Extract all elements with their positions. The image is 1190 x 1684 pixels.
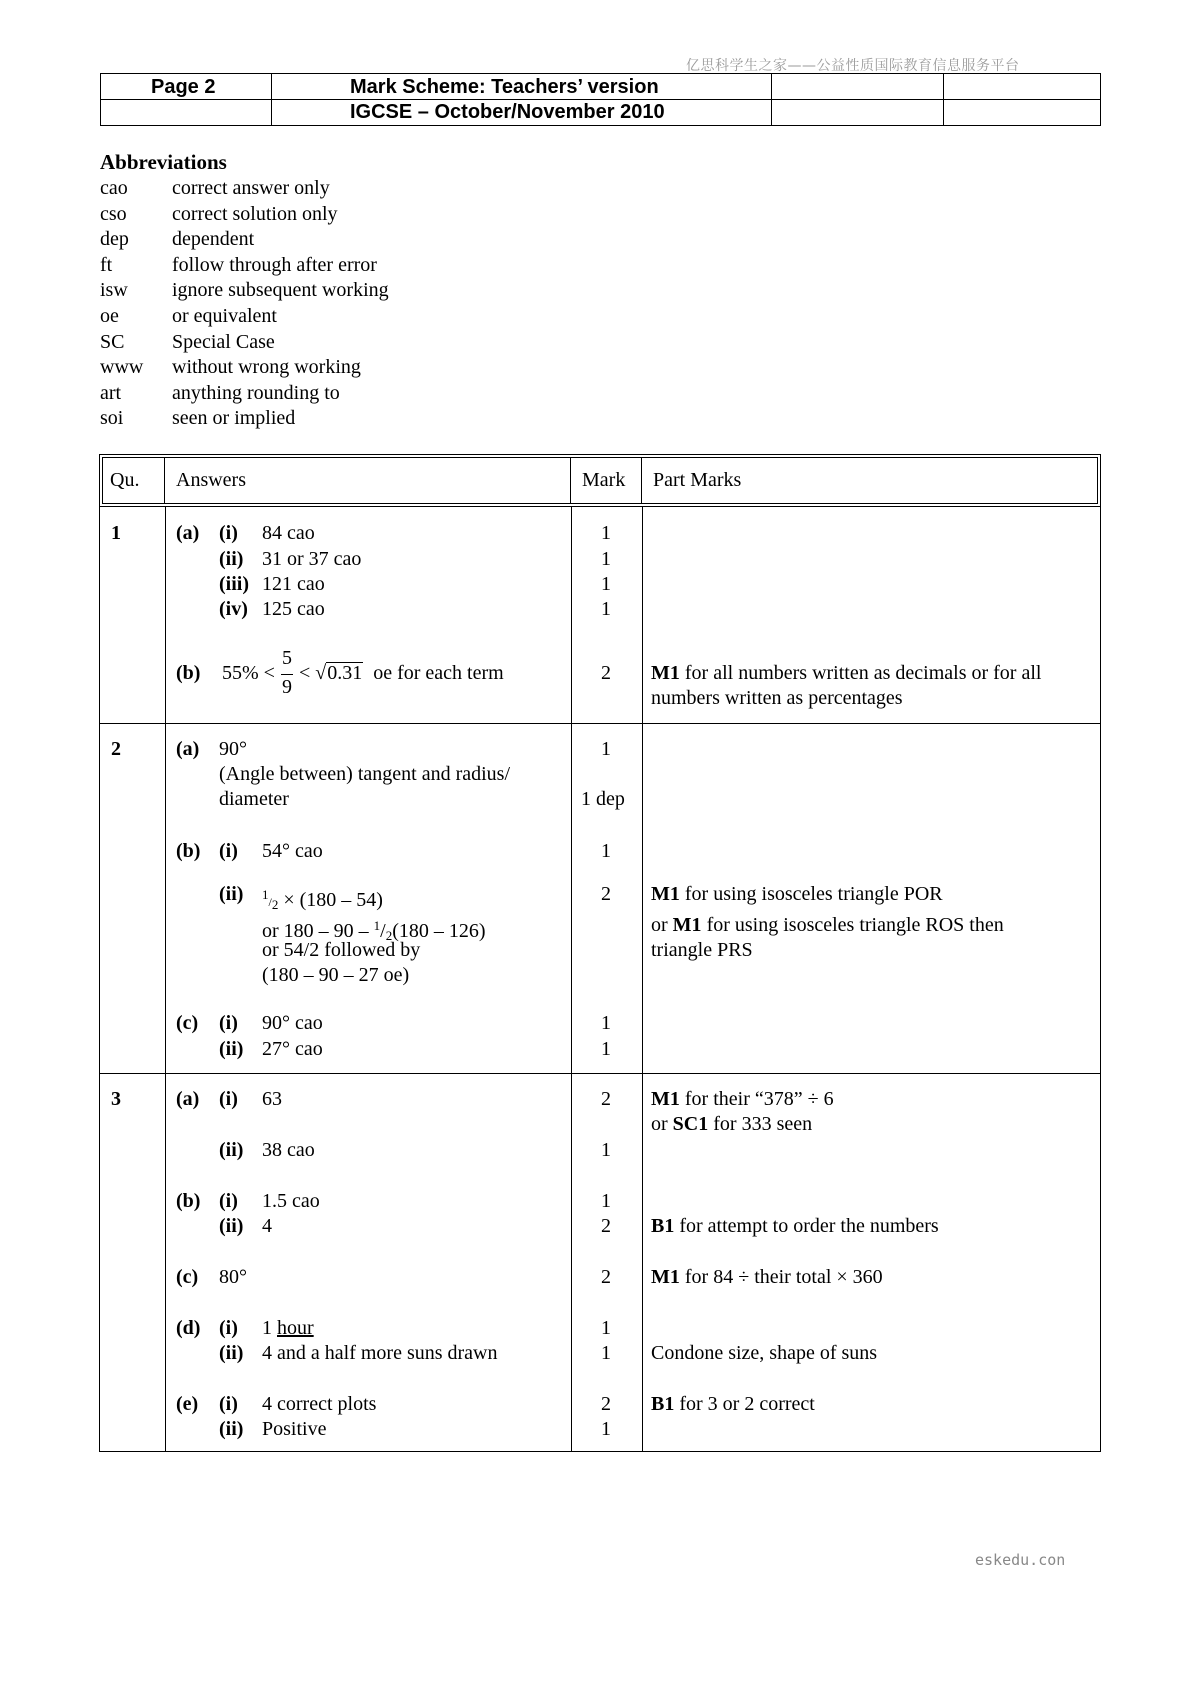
mark-value: 1 (601, 840, 611, 862)
answer-text: or $180 - 90 - ^1/_2(180 - 126)$ (262, 918, 486, 943)
abbreviation-description: seen or implied (172, 407, 296, 430)
subpart-label: (i) (219, 1190, 238, 1212)
answer-text: 31 or 37 cao (262, 548, 362, 570)
question-number: 1 (111, 522, 121, 544)
answer-text: (180 – 90 – 27 oe) (262, 964, 410, 986)
answer-text: 27° cao (262, 1038, 323, 1060)
subpart-label: (ii) (219, 1342, 244, 1364)
part-marks-text: numbers written as percentages (651, 687, 903, 709)
part-label: (b) (176, 840, 201, 862)
answer-text: 80° (219, 1266, 247, 1288)
abbreviation-description: Special Case (172, 330, 275, 353)
part-label: (b) (176, 662, 201, 684)
mark-scheme-table (99, 506, 1101, 1452)
part-marks-text: or M1 for using isosceles triangle ROS then (651, 914, 1004, 936)
part-label: (b) (176, 1190, 201, 1212)
mark-value: 2 (601, 883, 611, 905)
abbreviation-description: follow through after error (172, 253, 377, 276)
answer-text: Positive (262, 1418, 327, 1440)
part-label: (a) (176, 522, 200, 544)
abbreviation-description: anything rounding to (172, 381, 340, 404)
part-label: (a) (176, 1088, 200, 1110)
answer-text: 4 and a half more suns drawn (262, 1342, 498, 1364)
subpart-label: (ii) (219, 548, 244, 570)
answer-text: 63 (262, 1088, 282, 1110)
mark-value: 1 (601, 573, 611, 595)
exam-session: IGCSE – October/November 2010 (350, 101, 665, 123)
part-marks-text: B1 for attempt to order the numbers (651, 1215, 939, 1237)
subpart-label: (ii) (219, 1139, 244, 1161)
abbreviation-description: correct solution only (172, 202, 338, 225)
mark-value: 2 (601, 1088, 611, 1110)
part-label: (c) (176, 1266, 199, 1288)
subpart-label: (i) (219, 1012, 238, 1034)
part-marks-text: M1 for all numbers written as decimals or for all (651, 662, 1042, 684)
answer-inequality: 55% < $\frac{5}{9}$ < √0.31 oe for each term (222, 647, 504, 698)
subpart-label: (iv) (219, 598, 248, 620)
part-marks-text: Condone size, shape of suns (651, 1342, 878, 1364)
abbreviation-code: ft (100, 253, 113, 276)
abbreviation-code: isw (100, 279, 128, 302)
mark-value: 1 (601, 1012, 611, 1034)
subpart-label: (ii) (219, 883, 244, 905)
watermark-bottom: eskedu.con (975, 1551, 1066, 1569)
question-number: 2 (111, 738, 121, 760)
abbreviation-code: cao (100, 177, 128, 199)
part-marks-text: B1 for 3 or 2 correct (651, 1393, 815, 1415)
abbreviation-description: without wrong working (172, 356, 361, 379)
answer-text: 1.5 cao (262, 1190, 320, 1212)
answer-text: 54° cao (262, 840, 323, 862)
answer-text: 1/2 × (180 – 54) (262, 887, 383, 912)
part-label: (d) (176, 1317, 201, 1339)
answer-text: 90° cao (262, 1012, 323, 1034)
subpart-label: (i) (219, 522, 238, 544)
part-label: (c) (176, 1012, 199, 1034)
answer-text: (Angle between) tangent and radius/ (219, 763, 511, 785)
answer-text: or 54/2 followed by (262, 939, 421, 961)
part-marks-text: or SC1 for 333 seen (651, 1113, 813, 1135)
mark-value: 1 (601, 1342, 611, 1364)
subpart-label: (ii) (219, 1215, 244, 1237)
question-number: 3 (111, 1088, 121, 1110)
abbreviation-code: www (100, 356, 144, 379)
answer-text: 84 cao (262, 522, 315, 544)
abbreviation-code: cso (100, 202, 127, 225)
document-title: Mark Scheme: Teachers’ version (350, 76, 659, 98)
header-table (100, 73, 1101, 126)
subpart-label: (iii) (219, 573, 249, 595)
mark-value: 2 (601, 1393, 611, 1415)
subpart-label: (ii) (219, 1418, 244, 1440)
answer-text: 4 (262, 1215, 272, 1237)
answer-text: 38 cao (262, 1139, 315, 1161)
mark-value: 1 (601, 1139, 611, 1161)
abbreviation-code: art (100, 381, 122, 404)
subpart-label: (ii) (219, 1038, 244, 1060)
answer-text: 121 cao (262, 573, 325, 595)
mark-value: 2 (601, 1266, 611, 1288)
answer-text: 90° (219, 738, 247, 760)
part-marks-text: M1 for 84 ÷ their total × 360 (651, 1266, 883, 1288)
abbreviation-description: or equivalent (172, 304, 277, 327)
page-number: Page 2 (151, 76, 216, 98)
abbreviation-code: dep (100, 228, 129, 251)
mark-value: 1 (601, 1317, 611, 1339)
mark-value: 1 (601, 1418, 611, 1440)
mark-value: 1 (601, 1038, 611, 1060)
abbreviation-description: ignore subsequent working (172, 279, 389, 302)
subpart-label: (i) (219, 1393, 238, 1415)
fraction: $\frac{5}{9}$ (281, 647, 292, 698)
subpart-label: (i) (219, 840, 238, 862)
mark-value: 1 dep (581, 788, 625, 810)
sqrt-sign: √ (315, 662, 327, 684)
mark-value: 1 (601, 738, 611, 760)
part-marks-text: M1 for their “378” ÷ 6 (651, 1088, 834, 1110)
mark-value: 1 (601, 1190, 611, 1212)
abbreviation-code: soi (100, 407, 124, 430)
part-marks-text: triangle PRS (651, 939, 753, 961)
abbreviations-title: Abbreviations (100, 150, 227, 174)
abbreviation-code: SC (100, 330, 125, 353)
part-label: (a) (176, 738, 200, 760)
answer-text: diameter (219, 788, 289, 810)
mark-value: 1 (601, 548, 611, 570)
abbreviation-description: dependent (172, 228, 255, 251)
col-header-qu: Qu. (110, 469, 140, 491)
abbreviation-code: oe (100, 304, 119, 327)
col-header-answers: Answers (176, 469, 246, 491)
table-header (99, 454, 1101, 507)
col-header-mark: Mark (582, 469, 626, 491)
answer-text: 1 hour (262, 1317, 314, 1339)
answer-text: 125 cao (262, 598, 325, 620)
mark-value: 2 (601, 1215, 611, 1237)
part-label: (e) (176, 1393, 199, 1415)
abbreviation-description: correct answer only (172, 177, 330, 199)
subpart-label: (i) (219, 1088, 238, 1110)
mark-value: 1 (601, 522, 611, 544)
mark-value: 1 (601, 598, 611, 620)
subpart-label: (i) (219, 1317, 238, 1339)
watermark-top: 亿思科学生之家——公益性质国际教育信息服务平台 (686, 58, 1020, 74)
mark-value: 2 (601, 662, 611, 684)
answer-text: 4 correct plots (262, 1393, 377, 1415)
col-header-part-marks: Part Marks (653, 469, 742, 491)
part-marks-text: M1 for using isosceles triangle POR (651, 883, 943, 905)
